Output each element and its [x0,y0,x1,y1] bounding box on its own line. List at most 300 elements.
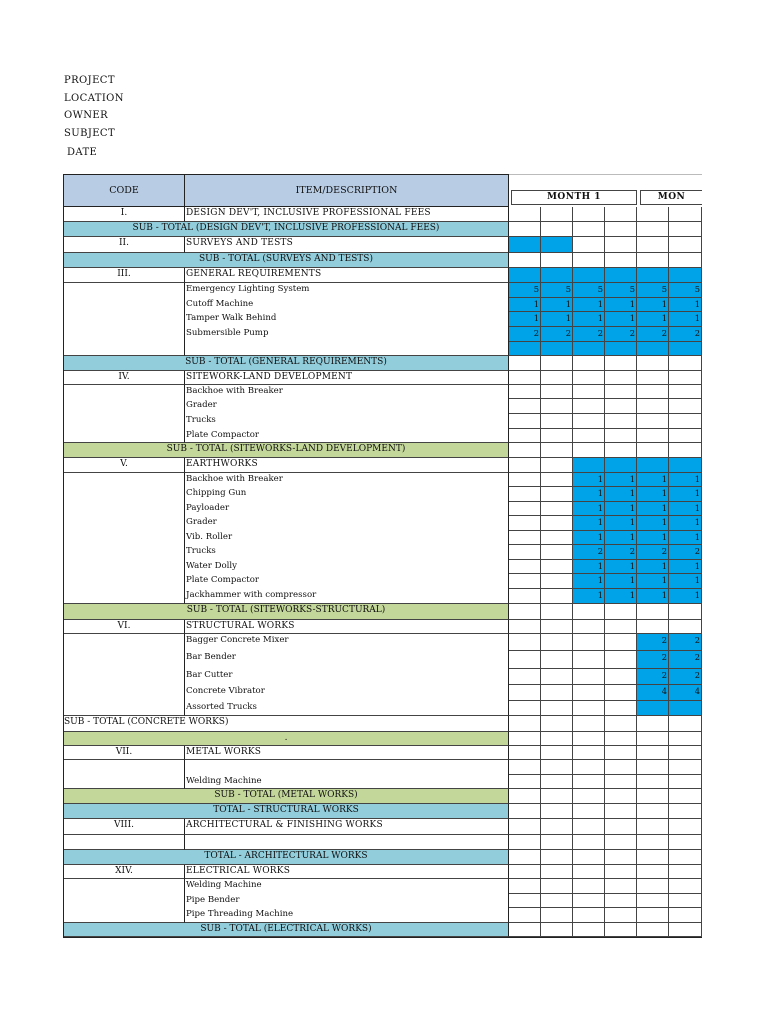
week-cell [509,819,541,835]
week-cell [509,443,541,458]
item-description-cell: METAL WORKS [185,746,509,760]
week-cell: 2 [637,545,669,560]
code-cell [64,908,185,923]
week-cell [509,253,541,268]
week-cell: 1 [637,473,669,487]
week-cell [637,789,669,804]
week-cell: 1 [637,487,669,502]
week-cell [541,775,573,789]
week-cell [509,502,541,516]
week-cell [637,268,669,283]
week-cell [573,865,605,879]
code-cell [64,531,185,545]
item-description-cell: Pipe Bender [185,894,509,908]
week-cell [573,819,605,835]
item-description-cell: Bar Bender [185,651,509,669]
week-cell: 1 [669,312,702,327]
item-description-cell: Concrete Vibrator [185,685,509,701]
week-cell: 2 [541,327,573,342]
week-cell [669,604,702,620]
week-cell: 1 [541,298,573,312]
code-cell [64,574,185,589]
item-description-cell: Submersible Pump [185,327,509,342]
item-description-cell [185,835,509,850]
week-cell [669,371,702,385]
week-cell [509,487,541,502]
code-cell [64,429,185,443]
week-cell [605,669,637,685]
code-cell [64,879,185,894]
week-cell: 1 [669,531,702,545]
item-description-cell: Bagger Concrete Mixer [185,634,509,651]
week-cell: 1 [637,502,669,516]
week-cell [541,222,573,237]
week-cell: 5 [669,283,702,298]
subtotal-label: SUB - TOTAL (SITEWORKS-LAND DEVELOPMENT) [64,443,509,458]
week-cell [509,685,541,701]
week-cell [573,732,605,746]
week-cell [669,356,702,371]
week-cell [669,804,702,819]
section-row [64,865,702,879]
item-description-cell: Grader [185,399,509,414]
week-cell [509,604,541,620]
week-cell [509,923,541,937]
week-cell [509,669,541,685]
week-cell [637,237,669,253]
week-cell [509,207,541,222]
week-cell [605,760,637,775]
owner-label: OWNER [64,110,109,121]
equipment-row [64,298,702,312]
week-cell [573,458,605,473]
equipment-row [64,760,702,775]
month-1-header: MONTH 1 [511,190,637,205]
item-description-cell: Backhoe with Breaker [185,473,509,487]
week-cell: 1 [605,312,637,327]
week-cell [669,894,702,908]
equipment-row [64,312,702,327]
week-cell: 2 [573,545,605,560]
week-cell [637,385,669,399]
week-cell [573,669,605,685]
item-description-cell: Pipe Threading Machine [185,908,509,923]
total-row [64,850,702,865]
week-cell [573,746,605,760]
code-cell: I. [64,207,185,222]
week-cell [637,835,669,850]
week-cell [509,268,541,283]
week-cell: 1 [509,312,541,327]
code-cell: V. [64,458,185,473]
code-cell [64,634,185,651]
week-cell: 1 [509,298,541,312]
week-cell [669,385,702,399]
week-cell: 1 [573,560,605,574]
section-row [64,371,702,385]
week-cell: 5 [573,283,605,298]
equipment-row [64,545,702,560]
week-cell [509,458,541,473]
week-cell [605,850,637,865]
week-cell: 1 [637,312,669,327]
week-cell [509,879,541,894]
week-cell [541,545,573,560]
equipment-row [64,701,702,716]
week-cell [573,908,605,923]
item-description-cell: ARCHITECTURAL & FINISHING WORKS [185,819,509,835]
subtotal-label: SUB - TOTAL (DESIGN DEV'T, INCLUSIVE PROFESSIONAL FEES) [64,222,509,237]
week-cell [509,865,541,879]
code-cell [64,835,185,850]
code-cell [64,502,185,516]
item-description-cell: GENERAL REQUIREMENTS [185,268,509,283]
week-cell: 1 [637,516,669,531]
week-cell [509,716,541,732]
week-cell [541,879,573,894]
week-cell [541,685,573,701]
code-cell [64,487,185,502]
code-cell [64,399,185,414]
week-cell [541,443,573,458]
week-cell [637,923,669,937]
item-description-cell: Bar Cutter [185,669,509,685]
week-cell [509,746,541,760]
code-cell: III. [64,268,185,283]
subtotal-row [64,443,702,458]
week-cell [637,207,669,222]
week-cell [637,775,669,789]
week-cell: 1 [573,312,605,327]
code-cell: VI. [64,620,185,634]
week-cell [541,356,573,371]
code-cell [64,589,185,604]
week-cell: 4 [637,685,669,701]
week-cell: 2 [669,651,702,669]
code-cell: VII. [64,746,185,760]
equipment-row [64,473,702,487]
location-label: LOCATION [64,92,124,104]
week-cell [509,574,541,589]
week-cell: 5 [637,283,669,298]
week-cell [605,207,637,222]
equipment-schedule-table [63,174,702,938]
week-cell [509,414,541,429]
week-cell [573,775,605,789]
week-cell [605,819,637,835]
equipment-row [64,399,702,414]
week-cell [541,502,573,516]
week-cell: 1 [605,560,637,574]
week-cell [605,716,637,732]
code-cell [64,775,185,789]
code-cell [64,516,185,531]
week-cell [605,879,637,894]
equipment-row [64,589,702,604]
subtotal-label: SUB - TOTAL (SITEWORKS-STRUCTURAL) [64,604,509,620]
week-cell [637,894,669,908]
week-cell [541,268,573,283]
month-header-topline [509,174,702,183]
week-cell [605,620,637,634]
week-cell [637,342,669,356]
week-cell [573,804,605,819]
week-cell [637,371,669,385]
week-cell [509,237,541,253]
week-cell [541,850,573,865]
item-description-cell [185,760,509,775]
week-cell [605,268,637,283]
week-cell [605,732,637,746]
equipment-row [64,574,702,589]
item-description-cell: STRUCTURAL WORKS [185,620,509,634]
item-description-cell: SURVEYS AND TESTS [185,237,509,253]
code-cell: IV. [64,371,185,385]
item-description-cell: ELECTRICAL WORKS [185,865,509,879]
week-cell [637,443,669,458]
week-cell [605,237,637,253]
item-description-cell: Welding Machine [185,879,509,894]
week-cell [509,620,541,634]
week-cell: 1 [669,298,702,312]
week-cell [573,604,605,620]
week-cell [637,819,669,835]
week-cell [541,835,573,850]
item-description-cell: DESIGN DEV'T, INCLUSIVE PROFESSIONAL FEES [185,207,509,222]
week-cell: 1 [605,574,637,589]
week-cell [541,819,573,835]
week-cell [509,634,541,651]
week-cell: 1 [573,516,605,531]
week-cell [669,268,702,283]
week-cell [573,371,605,385]
week-cell [573,835,605,850]
week-cell [509,732,541,746]
month-2-header: MON [640,190,702,205]
week-cell [573,356,605,371]
subtotal-row [64,716,702,732]
week-cell [573,253,605,268]
week-cell [605,685,637,701]
equipment-row [64,651,702,669]
week-cell [573,894,605,908]
item-description-cell: Emergency Lighting System [185,283,509,298]
week-cell [509,850,541,865]
code-cell [64,385,185,399]
week-cell [669,789,702,804]
week-cell [605,414,637,429]
week-cell [509,775,541,789]
subtotal-label: SUB - TOTAL (GENERAL REQUIREMENTS) [64,356,509,371]
week-cell [669,620,702,634]
week-cell: 1 [669,487,702,502]
week-cell [637,356,669,371]
week-cell [541,716,573,732]
week-cell [637,908,669,923]
week-cell: 5 [541,283,573,298]
week-cell [541,560,573,574]
subtotal-label: SUB - TOTAL (ELECTRICAL WORKS) [64,923,509,937]
code-cell [64,342,185,356]
item-description-cell: Water Dolly [185,560,509,574]
week-cell [541,634,573,651]
week-cell [637,701,669,716]
section-row [64,746,702,760]
week-cell [605,894,637,908]
week-cell: 1 [637,298,669,312]
item-description-cell: Trucks [185,414,509,429]
week-cell [573,685,605,701]
equipment-row [64,775,702,789]
item-description-cell: Trucks [185,545,509,560]
project-header [64,72,124,162]
week-cell: 2 [669,327,702,342]
week-cell [541,473,573,487]
week-cell [509,701,541,716]
week-cell [669,443,702,458]
equipment-row [64,342,702,356]
item-description-cell: Tamper Walk Behind [185,312,509,327]
week-cell [605,701,637,716]
week-cell: 1 [605,502,637,516]
equipment-row [64,894,702,908]
week-cell: 1 [637,531,669,545]
week-cell [541,531,573,545]
week-cell [541,669,573,685]
week-cell [573,268,605,283]
item-description-cell: Assorted Trucks [185,701,509,716]
code-cell [64,669,185,685]
week-cell [573,429,605,443]
week-cell [669,835,702,850]
week-cell [669,865,702,879]
week-cell [509,760,541,775]
code-cell: VIII. [64,819,185,835]
code-cell [64,760,185,775]
code-cell: XIV. [64,865,185,879]
section-row [64,237,702,253]
code-cell [64,312,185,327]
week-cell [541,804,573,819]
subtotal-label: . [64,732,509,746]
week-cell [669,399,702,414]
week-cell: 1 [669,516,702,531]
week-cell [573,789,605,804]
week-cell [669,923,702,937]
week-cell [509,908,541,923]
date-label: DATE [67,147,98,158]
week-cell [573,850,605,865]
week-cell: 1 [605,487,637,502]
subtotal-row [64,923,702,938]
equipment-row [64,487,702,502]
subtotal-label: SUB - TOTAL (METAL WORKS) [64,789,509,804]
week-cell: 1 [637,560,669,574]
week-cell: 1 [573,502,605,516]
week-cell: 2 [637,669,669,685]
item-description-cell: Plate Compactor [185,429,509,443]
week-cell [669,716,702,732]
week-cell [573,237,605,253]
week-cell [541,651,573,669]
week-cell [605,458,637,473]
week-cell: 2 [509,327,541,342]
week-cell [509,894,541,908]
week-cell [669,908,702,923]
item-description-cell: Chipping Gun [185,487,509,502]
week-cell: 2 [637,327,669,342]
week-cell: 1 [669,574,702,589]
item-description-cell: Grader [185,516,509,531]
week-cell [605,908,637,923]
schedule-grid [63,207,702,938]
week-cell [541,237,573,253]
code-cell [64,560,185,574]
week-cell: 2 [669,545,702,560]
equipment-row [64,414,702,429]
week-cell: 1 [573,473,605,487]
week-cell [605,399,637,414]
week-cell [637,604,669,620]
week-cell [541,589,573,604]
week-cell [541,414,573,429]
item-description-cell: EARTHWORKS [185,458,509,473]
week-cell [541,458,573,473]
week-cell [669,458,702,473]
week-cell [541,487,573,502]
week-cell: 2 [669,669,702,685]
total-row [64,804,702,819]
week-cell: 1 [605,589,637,604]
week-cell [605,253,637,268]
week-cell [509,545,541,560]
section-row [64,458,702,473]
week-cell [541,574,573,589]
week-cell [637,760,669,775]
week-cell [541,732,573,746]
week-cell: 1 [573,531,605,545]
week-cell [637,804,669,819]
week-cell [637,458,669,473]
week-cell [573,760,605,775]
week-cell [637,879,669,894]
week-cell [669,746,702,760]
week-cell: 1 [541,312,573,327]
week-cell [509,342,541,356]
week-cell [605,634,637,651]
week-cell [573,879,605,894]
subtotal-label: TOTAL - STRUCTURAL WORKS [64,804,509,819]
week-cell [541,908,573,923]
week-cell [637,865,669,879]
week-cell [573,399,605,414]
equipment-row [64,385,702,399]
week-cell [605,651,637,669]
week-cell [605,342,637,356]
equipment-row [64,283,702,298]
week-cell: 2 [637,651,669,669]
week-cell [605,923,637,937]
subtotal-row [64,253,702,268]
item-description-cell: SITEWORK-LAND DEVELOPMENT [185,371,509,385]
subtotal-label: TOTAL - ARCHITECTURAL WORKS [64,850,509,865]
week-cell [509,356,541,371]
week-cell [541,516,573,531]
week-cell: 5 [509,283,541,298]
week-cell: 1 [669,473,702,487]
week-cell: 4 [669,685,702,701]
week-cell: 1 [605,473,637,487]
